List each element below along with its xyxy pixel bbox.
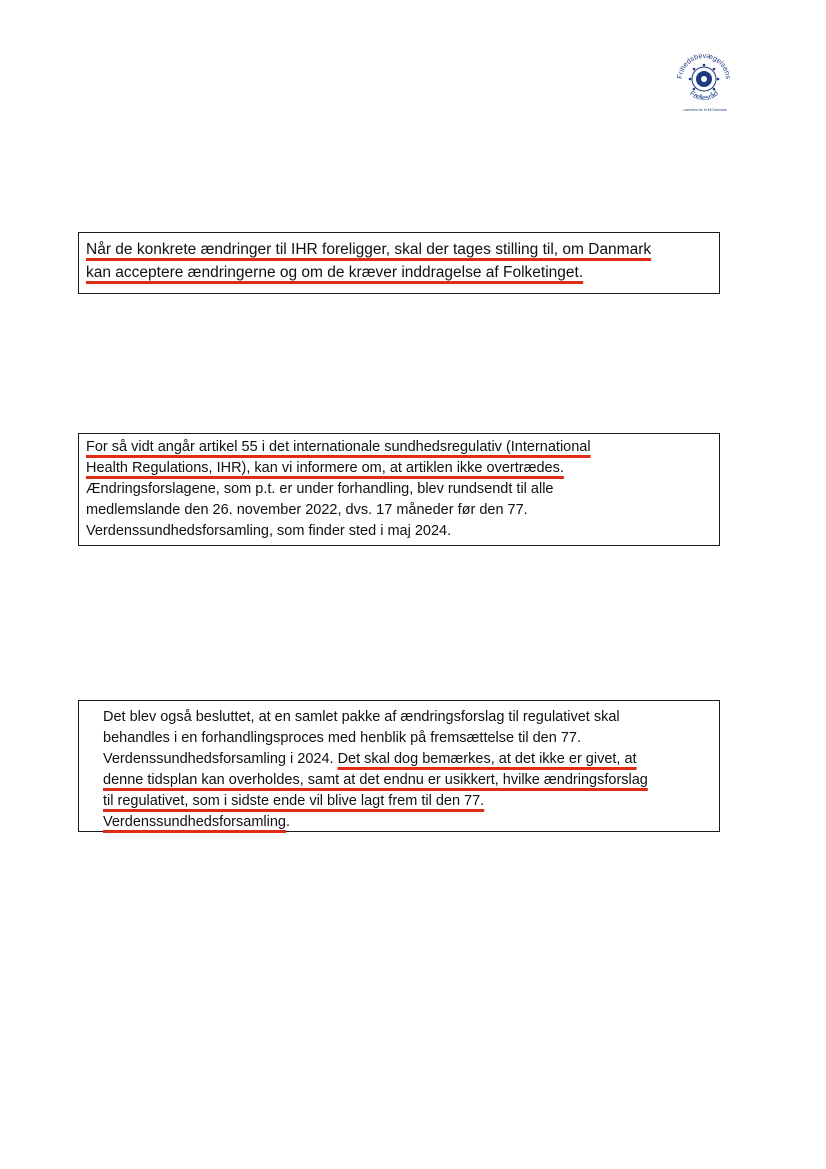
quote-1-line-1: [86, 240, 651, 260]
quote-3-line-2: [103, 728, 581, 748]
text-segment: Verdenssundhedsforsamling, som finder sted i maj 2024.: [86, 523, 452, 539]
underlined-text: For så vidt angår artikel 55 i det internationale sundhedsregulativ (International: [86, 439, 591, 455]
quote-2-line-4: [86, 500, 528, 520]
quote-3-line-3: [103, 749, 637, 769]
quote-3-line-1: [103, 707, 620, 727]
underlined-text: Verdenssundhedsforsamling: [103, 814, 286, 830]
underlined-text: Det skal dog bemærkes, at det ikke er givet, at: [337, 751, 637, 767]
logo-tagline: – sammen for et frit Danmark: [681, 108, 727, 112]
organization-logo: [668, 50, 740, 116]
text-segment: medlemslande den 26. november 2022, dvs. 17 måneder før den 77.: [86, 502, 528, 518]
quote-3-line-6: [103, 812, 290, 832]
underlined-text: denne tidsplan kan overholdes, samt at det endnu er usikkert, hvilke ændringsforslag: [103, 772, 648, 788]
quote-2-line-3: [86, 479, 554, 499]
quote-3-line-4: [103, 770, 648, 790]
text-segment: Verdenssundhedsforsamling i 2024.: [103, 751, 338, 767]
quote-2-line-1: [86, 437, 591, 457]
text-segment: behandles i en forhandlingsproces med henblik på fremsættelse til den 77.: [103, 730, 581, 746]
text-segment: .: [285, 814, 291, 830]
underlined-text: til regulativet, som i sidste ende vil blive lagt frem til den 77.: [103, 793, 485, 809]
underlined-text: Health Regulations, IHR), kan vi informere om, at artiklen ikke overtrædes.: [86, 460, 564, 476]
text-segment: Det blev også besluttet, at en samlet pakke af ændringsforslag til regulativet skal: [103, 709, 620, 725]
underlined-text: kan acceptere ændringerne og om de kræver inddragelse af Folketinget.: [86, 264, 584, 281]
underlined-text: Når de konkrete ændringer til IHR foreligger, skal der tages stilling til, om Danmark: [86, 241, 652, 258]
quote-3-line-5: [103, 791, 484, 811]
quote-box-3: [78, 700, 720, 832]
logo-emblem: [668, 50, 740, 108]
logo-arc-bottom-text: Fællesråd: [688, 88, 720, 103]
quote-2-line-5: [86, 521, 451, 541]
quote-box-2: [78, 433, 720, 546]
text-segment: Ændringsforslagene, som p.t. er under forhandling, blev rundsendt til alle: [86, 481, 554, 497]
quote-1-line-2: [86, 263, 583, 283]
quote-2-line-2: [86, 458, 564, 478]
logo-arc-top-text: Frihedsbevægelsens: [674, 50, 734, 80]
quote-box-1: [78, 232, 720, 294]
